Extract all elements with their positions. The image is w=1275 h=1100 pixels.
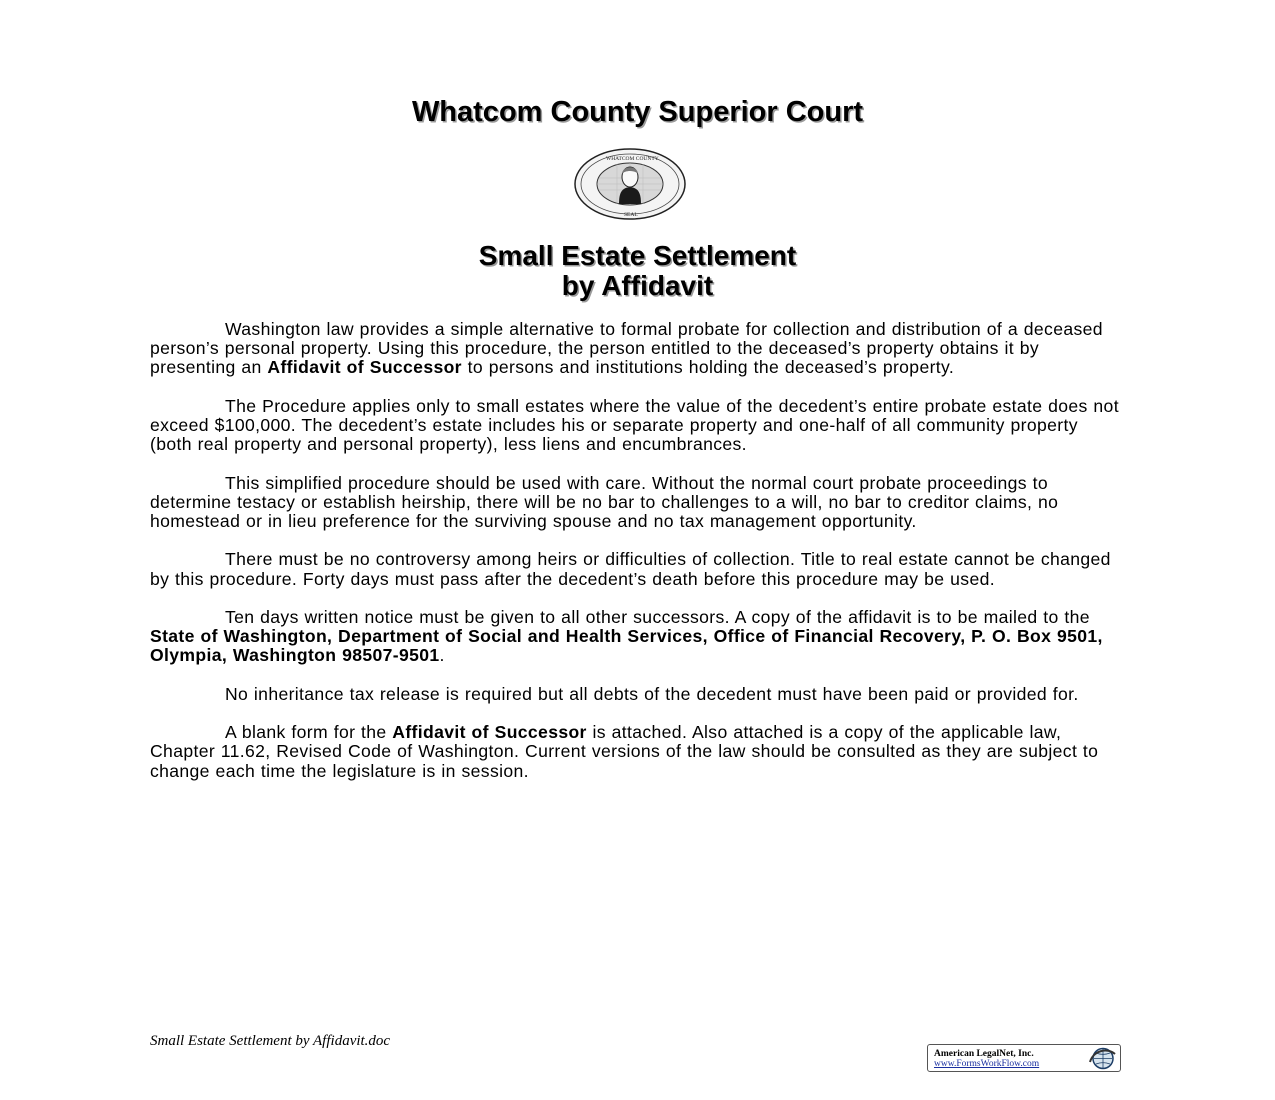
title-line-2: by Affidavit <box>561 270 714 301</box>
affidavit-of-successor-term: Affidavit of Successor <box>267 357 462 378</box>
paragraph-7: A blank form for the Affidavit of Successor is attached. Also attached is a copy of the applicable law, Chapter 11.62, Revised Code of Washington. Current versions of the law should be consulted as they are subject to change each time the legislature is in session. <box>150 722 1099 781</box>
publisher-logo[interactable] <box>927 1044 1121 1072</box>
title-line-1: Small Estate Settlement <box>478 240 797 271</box>
paragraph-6: No inheritance tax release is required but all debts of the decedent must have been paid or provided for. <box>225 683 1079 704</box>
paragraph-2: The Procedure applies only to small estates where the value of the decedent’s entire probate estate does not exceed $100,000. The decedent’s estate includes his or separate property and one-half of all community property (both real property and personal property), less liens and encumbrances. <box>150 395 1119 455</box>
court-seal-icon <box>573 148 687 220</box>
document-body <box>150 320 1122 800</box>
paragraph-1: Washington law provides a simple alternative to formal probate for collection and distribution of a deceased person’s personal property. Using this procedure, the person entitled to the deceased’s property obtains it by presenting an Affidavit of Successor to persons and institutions holding the deceased’s property. <box>150 319 1103 378</box>
mailing-address: State of Washington, Department of Social and Health Services, Office of Financial Recovery, P. O. Box 9501, Olympia, Washington 98507-9501 <box>150 626 1103 666</box>
globe-icon <box>1087 1046 1117 1071</box>
seal-text-bottom: SEAL <box>624 212 638 218</box>
affidavit-of-successor-term: Affidavit of Successor <box>392 722 587 743</box>
document-title <box>0 241 1275 301</box>
paragraph-5: Ten days written notice must be given to all other successors. A copy of the affidavit is to be mailed to the State of Washington, Department of Social and Health Services, Office of Financial Recovery, P. O. Box 9501, Olympia, Washington 98507-9501. <box>150 606 1103 666</box>
paragraph-4: There must be no controversy among heirs or difficulties of collection. Title to real estate cannot be changed by this procedure. Forty days must pass after the decedent’s death before this procedure may be used. <box>150 549 1111 589</box>
paragraph-3: This simplified procedure should be used with care. Without the normal court probate proceedings to determine testacy or establish heirship, there will be no bar to challenges to a will, no bar to creditor claims, no homestead or in lieu preference for the surviving spouse and no tax management opportunity. <box>150 472 1059 531</box>
court-name-heading: Whatcom County Superior Court <box>411 96 864 128</box>
publisher-link[interactable]: www.FormsWorkFlow.com <box>934 1059 1040 1069</box>
seal-text-top: WHATCOM COUNTY <box>606 156 659 162</box>
footer-filename: Small Estate Settlement by Affidavit.doc <box>150 1033 391 1049</box>
publisher-name: American LegalNet, Inc. <box>934 1049 1034 1059</box>
